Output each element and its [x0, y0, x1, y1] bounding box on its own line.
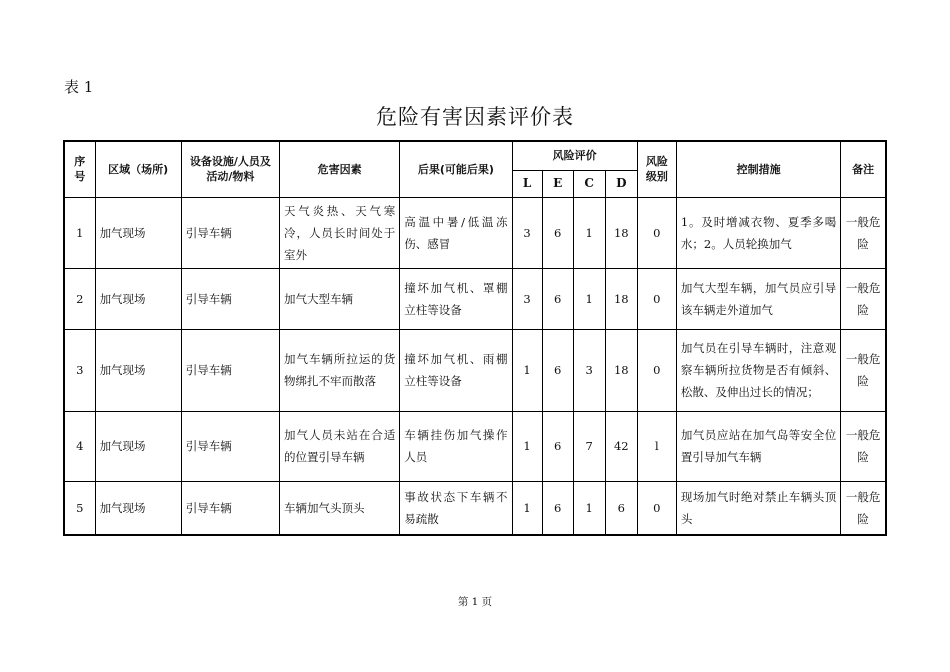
table-row	[64, 481, 886, 535]
cell-control: 1。及时增减衣物、夏季多喝水；2。人员轮换加气	[676, 197, 840, 268]
cell-E: 6	[542, 197, 573, 268]
cell-control: 现场加气时绝对禁止车辆头顶头	[676, 481, 840, 535]
cell-hazard: 加气人员未站在合适的位置引导车辆	[280, 411, 400, 481]
cell-remark: 一般危险	[841, 329, 886, 411]
cell-L: 1	[512, 329, 542, 411]
col-header-hazard: 危害因素	[280, 141, 400, 197]
cell-consequence: 车辆挂伤加气操作人员	[400, 411, 512, 481]
cell-equipment: 引导车辆	[181, 197, 279, 268]
cell-control: 加气大型车辆，加气员应引导该车辆走外道加气	[676, 268, 840, 329]
col-header-seq: 序号	[64, 141, 95, 197]
cell-C: 3	[573, 329, 605, 411]
cell-consequence: 事故状态下车辆不易疏散	[400, 481, 512, 535]
cell-area: 加气现场	[95, 481, 181, 535]
table-row	[64, 329, 886, 411]
cell-C: 1	[573, 481, 605, 535]
cell-L: 3	[512, 197, 542, 268]
cell-no: 1	[64, 197, 95, 268]
cell-level: 0	[637, 268, 676, 329]
cell-area: 加气现场	[95, 329, 181, 411]
table-row	[64, 197, 886, 268]
cell-remark: 一般危险	[841, 268, 886, 329]
col-header-L: L	[512, 170, 542, 197]
cell-E: 6	[542, 481, 573, 535]
cell-E: 6	[542, 411, 573, 481]
col-header-level: 风险级别	[637, 141, 676, 197]
col-header-C: C	[573, 170, 605, 197]
cell-remark: 一般危险	[841, 411, 886, 481]
table-row	[64, 268, 886, 329]
page-number: 第 1 页	[457, 596, 493, 608]
cell-D: 18	[605, 268, 637, 329]
cell-L: 3	[512, 268, 542, 329]
cell-D: 42	[605, 411, 637, 481]
cell-no: 3	[64, 329, 95, 411]
col-header-risk-eval: 风险评价	[512, 141, 637, 170]
col-header-D: D	[605, 170, 637, 197]
cell-equipment: 引导车辆	[181, 411, 279, 481]
table-row	[64, 411, 886, 481]
cell-no: 2	[64, 268, 95, 329]
col-header-equipment: 设备设施/人员及活动/物料	[181, 141, 279, 197]
cell-no: 4	[64, 411, 95, 481]
cell-control: 加气员在引导车辆时，注意观察车辆所拉货物是否有倾斜、松散、及伸出过长的情况；	[676, 329, 840, 411]
cell-level: 0	[637, 329, 676, 411]
cell-remark: 一般危险	[841, 197, 886, 268]
col-header-remark: 备注	[841, 141, 886, 197]
cell-C: 1	[573, 268, 605, 329]
table-label: 表 1	[64, 78, 94, 96]
cell-hazard: 天气炎热、天气寒冷，人员长时间处于室外	[280, 197, 400, 268]
cell-D: 18	[605, 197, 637, 268]
cell-area: 加气现场	[95, 411, 181, 481]
cell-hazard: 加气车辆所拉运的货物绑扎不牢而散落	[280, 329, 400, 411]
cell-consequence: 撞坏加气机、罩棚立柱等设备	[400, 268, 512, 329]
cell-level: l	[637, 411, 676, 481]
col-header-area: 区域（场所)	[95, 141, 181, 197]
cell-E: 6	[542, 268, 573, 329]
cell-D: 6	[605, 481, 637, 535]
cell-level: 0	[637, 481, 676, 535]
cell-equipment: 引导车辆	[181, 481, 279, 535]
cell-C: 7	[573, 411, 605, 481]
cell-hazard: 加气大型车辆	[280, 268, 400, 329]
cell-consequence: 高温中暑/低温冻伤、感冒	[400, 197, 512, 268]
col-header-E: E	[542, 170, 573, 197]
risk-evaluation-table	[63, 140, 887, 536]
cell-E: 6	[542, 329, 573, 411]
cell-remark: 一般危险	[841, 481, 886, 535]
cell-equipment: 引导车辆	[181, 329, 279, 411]
cell-consequence: 撞坏加气机、雨棚立柱等设备	[400, 329, 512, 411]
cell-C: 1	[573, 197, 605, 268]
cell-equipment: 引导车辆	[181, 268, 279, 329]
cell-level: 0	[637, 197, 676, 268]
col-header-control: 控制措施	[676, 141, 840, 197]
cell-control: 加气员应站在加气岛等安全位置引导加气车辆	[676, 411, 840, 481]
cell-L: 1	[512, 411, 542, 481]
cell-hazard: 车辆加气头顶头	[280, 481, 400, 535]
page-title: 危险有害因素评价表	[376, 105, 574, 129]
cell-area: 加气现场	[95, 268, 181, 329]
col-header-consequence: 后果(可能后果)	[400, 141, 512, 197]
cell-D: 18	[605, 329, 637, 411]
cell-L: 1	[512, 481, 542, 535]
cell-area: 加气现场	[95, 197, 181, 268]
cell-no: 5	[64, 481, 95, 535]
